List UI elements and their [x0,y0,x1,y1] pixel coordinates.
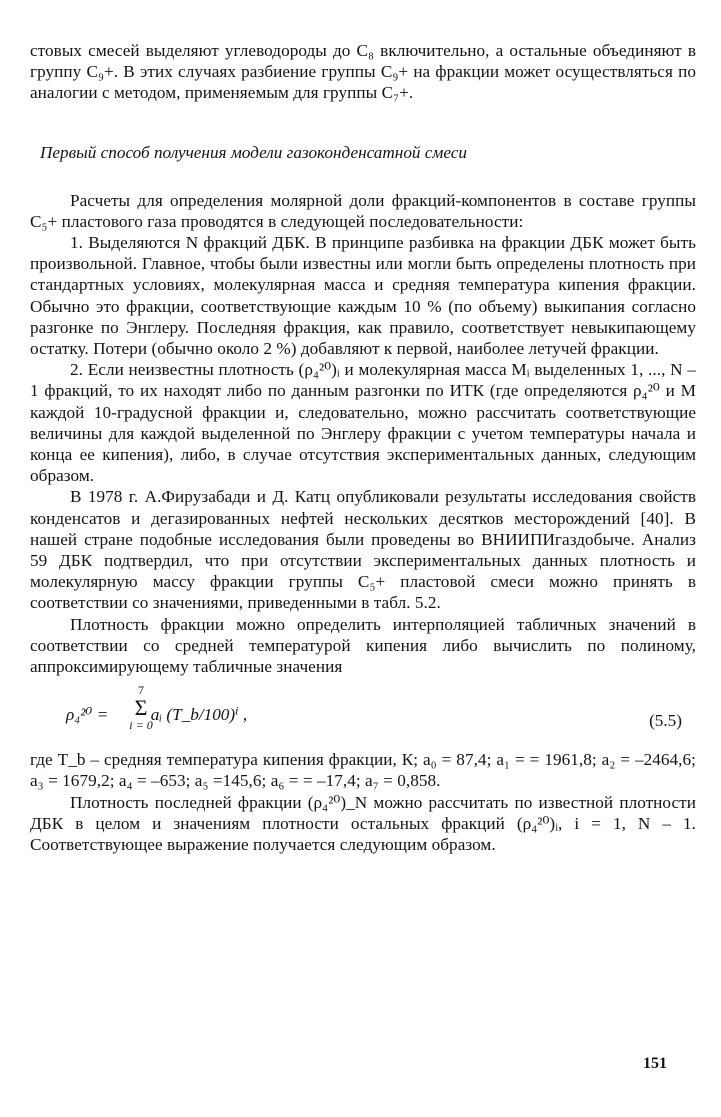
paragraph-step-1: 1. Выделяются N фракций ДБК. В принципе разбивка на фракции ДБК может быть произвольной. Главное, чтобы были известны или могли быть определены плотность при стандартных условиях, молекулярная масса и средняя температура кипения фракции. Обычно это фракции, соответствующие каждым 10 % (по объему) выкипания согласно разгонке по Энглеру. Последняя фракция, как правило, соответствует невыкипающему остатку. Потери (обычно около 2 %) добавляют к первой, наиболее летучей фракции. [30,233,696,359]
formula-number: (5.5) [649,711,682,731]
paragraph-coefficients: где T_b – средняя температура кипения фракции, К; a₀ = 87,4; a₁ = = 1961,8; a₂ = –2464,6; a₃ = 1679,2; a₄ = –653; a₅ =145,6; a₆ = = –17,4; a₇ = 0,858. [30,750,696,791]
paragraph-last-fraction: Плотность последней фракции (ρ₄²⁰)_N можно рассчитать по известной плотности ДБК в целом и значениям плотности остальных фракций (ρ₄²⁰)ᵢ, i = 1, N – 1. Соответствующее выражение получается следующим образом. [30,792,696,855]
paragraph-step-2: 2. Если неизвестны плотность (ρ₄²⁰)ᵢ и молекулярная масса Mᵢ выделенных 1, ..., N – 1 фракций, то их находят либо по данным разгонки по ИТК (где определяются ρ₄²⁰ и M каждой 10-градусной фракции и, следовательно, можно рассчитать соответствующие величины для каждой выделенной по Энглеру фракции с учетом температуры начала и конца ее кипения), либо, в случае отсутствия экспериментальных данных, следующим образом. [30,360,696,486]
paragraph-intro: Расчеты для определения молярной доли фракций-компонентов в составе группы C₅+ пластового газа проводятся в следующей последовательности: [30,190,696,231]
formula-rhs: aᵢ (T_b/100)ⁱ , [150,705,248,725]
sum-lower-limit: i = 0 [129,718,153,733]
paragraph-density: Плотность фракции можно определить интерполяцией табличных значений в соответствии со средней температурой кипения либо вычислить по полиному, аппроксимирующему табличные значения [30,614,696,677]
paragraph-firuzabadi: В 1978 г. А.Фирузабади и Д. Катц опубликовали результаты исследования свойств конденсатов и дегазированных нефтей нескольких десятков месторождений [40]. В нашей стране подобные исследования были проведены во ВНИИПИгаздобыче. Анализ 59 ДБК подтвердил, что при отсутствии экспериментальных данных плотность и молекулярную массу фракции группы C₅+ пластовой смеси можно принять в соответствии со значениями, приведенными в табл. 5.2. [30,487,696,613]
paragraph-continuation: стовых смесей выделяют углеводороды до C₈ включительно, а остальные объединяют в группу C₉+. В этих случаях разбиение группы C₉+ на фракции может осуществляться по аналогии с методом, применяемым для группы C₇+. [30,41,696,103]
sum-operator [126,683,156,733]
sum-symbol: Σ [134,695,148,721]
document-page [30,40,696,855]
page-number: 151 [643,1055,667,1072]
sum-upper-limit: 7 [138,683,144,698]
section-heading: Первый способ получения модели газоконденсатной смеси [40,142,468,162]
formula-lhs: ρ₄²⁰ = aᵢ (T_b/100)ⁱ , [66,705,248,725]
formula-5-5 [30,683,696,747]
